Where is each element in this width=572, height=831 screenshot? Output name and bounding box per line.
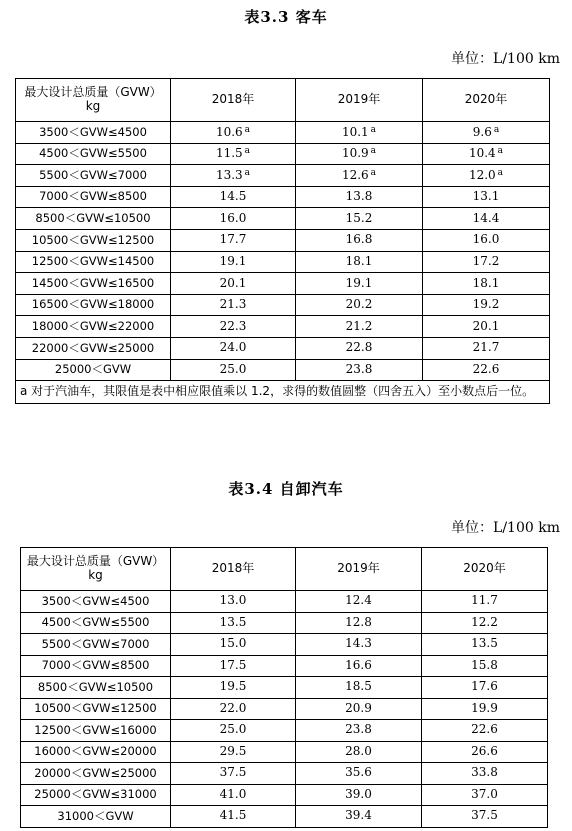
- limit-value: 12.0: [468, 168, 496, 183]
- footnote-marker: a: [370, 124, 377, 135]
- limit-value: 17.2: [472, 253, 500, 268]
- limit-value-cell: [171, 251, 296, 273]
- limit-value: 41.0: [219, 786, 247, 801]
- limit-value: 16.6: [345, 657, 372, 672]
- mass-header-line1: 最大设计总质量（GVW）: [26, 554, 165, 569]
- mass-range-cell: 5500＜GVW≤7000: [21, 634, 171, 656]
- limit-value: 22.0: [219, 700, 247, 715]
- limit-value-cell: [171, 208, 296, 230]
- limit-value-cell: [171, 741, 296, 763]
- limit-value-cell: [171, 143, 296, 165]
- limit-value-cell: [171, 316, 296, 338]
- limit-value: 22.6: [472, 361, 500, 376]
- table-row: [21, 634, 548, 656]
- table-3-3-body: [16, 122, 550, 381]
- limit-value: 16.0: [219, 210, 247, 225]
- table-row: [16, 122, 550, 144]
- limit-value-cell: [423, 165, 550, 187]
- limit-value: 25.0: [219, 722, 247, 737]
- limit-value-cell: [171, 720, 296, 742]
- limit-value: 13.1: [472, 189, 500, 204]
- limit-value-cell: [422, 806, 548, 828]
- footnote-marker: a: [493, 124, 500, 135]
- limit-value-cell: [296, 655, 422, 677]
- limit-value: 19.1: [219, 253, 247, 268]
- limit-value-cell: [296, 294, 423, 316]
- header-row: [16, 79, 550, 122]
- limit-value-cell: [296, 122, 423, 144]
- limit-value: 21.3: [219, 297, 247, 312]
- limit-value: 18.1: [472, 275, 500, 290]
- limit-value-cell: [423, 229, 550, 251]
- limit-value-cell: [422, 634, 548, 656]
- limit-value-cell: [423, 337, 550, 359]
- limit-value-cell: [171, 186, 296, 208]
- limit-value-cell: [296, 763, 422, 785]
- limit-value-cell: [423, 143, 550, 165]
- limit-value-cell: [171, 784, 296, 806]
- limit-value: 11.7: [471, 593, 498, 608]
- limit-value-cell: [296, 186, 423, 208]
- year-header: 2018年: [171, 548, 296, 591]
- footnote-marker: a: [497, 146, 504, 157]
- limit-value-cell: [171, 337, 296, 359]
- year-header: 2019年: [296, 79, 423, 122]
- mass-range-cell: 16500＜GVW≤18000: [16, 294, 171, 316]
- limit-value: 37.5: [219, 765, 247, 780]
- limit-value: 10.6: [215, 124, 243, 139]
- mass-header-line1: 最大设计总质量（GVW）: [24, 85, 162, 100]
- limit-value: 37.5: [471, 808, 498, 823]
- mass-range-cell: 18000＜GVW≤22000: [16, 316, 171, 338]
- table-row: [16, 229, 550, 251]
- mass-range-cell: 7000＜GVW≤8500: [16, 186, 171, 208]
- mass-range-cell: 3500＜GVW≤4500: [16, 122, 171, 144]
- limit-value-cell: [171, 591, 296, 613]
- footnote-marker: a: [370, 168, 377, 179]
- limit-value-cell: [422, 741, 548, 763]
- limit-value: 35.6: [345, 765, 372, 780]
- limit-value: 15.8: [471, 657, 498, 672]
- mass-range-cell: 10500＜GVW≤12500: [16, 229, 171, 251]
- table-row: [21, 720, 548, 742]
- limit-value: 10.4: [468, 146, 496, 161]
- mass-range-cell: 12500＜GVW≤16000: [21, 720, 171, 742]
- limit-value-cell: [296, 229, 423, 251]
- limit-value-cell: [423, 186, 550, 208]
- mass-range-cell: 25000＜GVW: [16, 359, 171, 381]
- limit-value: 25.0: [219, 361, 247, 376]
- mass-range-cell: 10500＜GVW≤12500: [21, 698, 171, 720]
- limit-value: 33.8: [471, 765, 498, 780]
- limit-value-cell: [422, 698, 548, 720]
- limit-value: 39.4: [345, 808, 372, 823]
- mass-range-cell: 4500＜GVW≤5500: [21, 612, 171, 634]
- table-row: [16, 186, 550, 208]
- limit-value: 12.4: [345, 593, 372, 608]
- limit-value-cell: [171, 655, 296, 677]
- mass-range-cell: 22000＜GVW≤25000: [16, 337, 171, 359]
- limit-value: 19.9: [471, 700, 498, 715]
- limit-value: 13.8: [345, 189, 373, 204]
- limit-value-cell: [296, 634, 422, 656]
- year-header: 2019年: [296, 548, 422, 591]
- table-row: [16, 337, 550, 359]
- limit-value-cell: [296, 784, 422, 806]
- limit-value: 22.6: [471, 722, 498, 737]
- limit-value: 14.4: [472, 210, 500, 225]
- limit-value: 18.1: [345, 253, 373, 268]
- limit-value: 18.5: [345, 679, 372, 694]
- table-row: [21, 784, 548, 806]
- limit-value-cell: [296, 677, 422, 699]
- limit-value-cell: [296, 591, 422, 613]
- limit-value-cell: [171, 229, 296, 251]
- limit-value-cell: [422, 784, 548, 806]
- limit-value-cell: [171, 806, 296, 828]
- limit-value: 12.2: [471, 614, 498, 629]
- table-row: [16, 143, 550, 165]
- table-row: [21, 655, 548, 677]
- limit-value-cell: [296, 251, 423, 273]
- limit-value: 20.2: [345, 297, 373, 312]
- limit-value: 21.2: [345, 318, 373, 333]
- limit-value: 17.6: [471, 679, 498, 694]
- limit-value-cell: [422, 655, 548, 677]
- limit-value-cell: [296, 720, 422, 742]
- limit-value-cell: [171, 122, 296, 144]
- limit-value-cell: [296, 143, 423, 165]
- limit-value: 17.7: [219, 232, 247, 247]
- limit-value: 13.5: [219, 614, 247, 629]
- limit-value-cell: [171, 612, 296, 634]
- table-row: [21, 741, 548, 763]
- limit-value: 23.8: [345, 361, 373, 376]
- limit-value-cell: [296, 806, 422, 828]
- mass-header-line2: kg: [88, 568, 103, 582]
- limit-value: 23.8: [345, 722, 372, 737]
- limit-value-cell: [423, 122, 550, 144]
- limit-value-cell: [422, 763, 548, 785]
- mass-range-cell: 4500＜GVW≤5500: [16, 143, 171, 165]
- table-row: [16, 316, 550, 338]
- limit-value-cell: [423, 273, 550, 295]
- limit-value: 14.5: [219, 189, 247, 204]
- year-header: 2020年: [423, 79, 550, 122]
- limit-value-cell: [171, 294, 296, 316]
- mass-range-cell: 12500＜GVW≤14500: [16, 251, 171, 273]
- footnote-a: a 对于汽油车，其限值是表中相应限值乘以 1.2，求得的数值圆整（四舍五入）至小数点后一位。: [16, 381, 550, 403]
- limit-value: 12.8: [345, 614, 372, 629]
- limit-value-cell: [296, 165, 423, 187]
- limit-value: 11.5: [215, 146, 243, 161]
- footnote-marker: a: [244, 124, 251, 135]
- table-row: [21, 677, 548, 699]
- limit-value: 13.5: [471, 636, 498, 651]
- table-3-3-caption: 表3.3 客车: [244, 8, 328, 26]
- limit-value-cell: [422, 591, 548, 613]
- limit-value-cell: [171, 677, 296, 699]
- table-row: [16, 273, 550, 295]
- table-row: [16, 251, 550, 273]
- limit-value: 16.0: [472, 232, 500, 247]
- limit-value-cell: [171, 763, 296, 785]
- mass-header: [21, 548, 171, 591]
- limit-value-cell: [423, 251, 550, 273]
- limit-value-cell: [296, 612, 422, 634]
- header-row: [21, 548, 548, 591]
- limit-value-cell: [296, 208, 423, 230]
- limit-value: 29.5: [219, 743, 247, 758]
- limit-value: 39.0: [345, 786, 372, 801]
- table-row: [21, 591, 548, 613]
- limit-value-cell: [171, 634, 296, 656]
- table-3-3: [15, 78, 550, 404]
- footnote-marker: a: [370, 146, 377, 157]
- limit-value: 19.5: [219, 679, 247, 694]
- limit-value: 22.3: [219, 318, 247, 333]
- table-3-4-body: [21, 591, 548, 828]
- table-row: [21, 612, 548, 634]
- limit-value-cell: [296, 337, 423, 359]
- mass-header: [16, 79, 171, 122]
- limit-value-cell: [171, 273, 296, 295]
- limit-value: 15.2: [345, 210, 373, 225]
- table-row: [21, 806, 548, 828]
- limit-value-cell: [296, 741, 422, 763]
- limit-value-cell: [171, 359, 296, 381]
- limit-value: 20.1: [219, 275, 247, 290]
- limit-value: 16.8: [345, 232, 373, 247]
- table-row: [21, 698, 548, 720]
- year-header: 2020年: [422, 548, 548, 591]
- footnote-marker: a: [244, 146, 251, 157]
- footnote-marker: a: [497, 168, 504, 179]
- limit-value: 24.0: [219, 340, 247, 355]
- table-row: [16, 294, 550, 316]
- limit-value-cell: [423, 208, 550, 230]
- mass-range-cell: 31000＜GVW: [21, 806, 171, 828]
- mass-range-cell: 5500＜GVW≤7000: [16, 165, 171, 187]
- limit-value-cell: [423, 359, 550, 381]
- limit-value: 15.0: [219, 636, 247, 651]
- limit-value: 22.8: [345, 340, 373, 355]
- mass-range-cell: 3500＜GVW≤4500: [21, 591, 171, 613]
- limit-value: 37.0: [471, 786, 498, 801]
- note-row: [16, 381, 550, 403]
- limit-value: 13.3: [215, 168, 243, 183]
- table-3-4-caption: 表3.4 自卸汽车: [228, 480, 344, 498]
- mass-range-cell: 14500＜GVW≤16500: [16, 273, 171, 295]
- limit-value-cell: [422, 612, 548, 634]
- limit-value: 20.1: [472, 318, 500, 333]
- table-row: [16, 208, 550, 230]
- footnote-marker: a: [244, 168, 251, 179]
- mass-range-cell: 8500＜GVW≤10500: [16, 208, 171, 230]
- limit-value: 10.9: [341, 146, 369, 161]
- unit-label-2: 单位：L/100 km: [451, 520, 560, 536]
- limit-value-cell: [296, 698, 422, 720]
- limit-value-cell: [423, 294, 550, 316]
- limit-value: 12.6: [341, 168, 369, 183]
- limit-value-cell: [171, 698, 296, 720]
- table-row: [16, 165, 550, 187]
- limit-value: 20.9: [345, 700, 372, 715]
- mass-header-line2: kg: [85, 99, 101, 113]
- limit-value-cell: [296, 273, 423, 295]
- limit-value: 9.6: [472, 124, 492, 139]
- limit-value-cell: [296, 359, 423, 381]
- limit-value: 13.0: [219, 593, 247, 608]
- limit-value: 21.7: [472, 340, 500, 355]
- table-row: [16, 359, 550, 381]
- limit-value: 19.1: [345, 275, 373, 290]
- limit-value-cell: [422, 677, 548, 699]
- limit-value: 14.3: [345, 636, 372, 651]
- limit-value: 19.2: [472, 297, 500, 312]
- mass-range-cell: 20000＜GVW≤25000: [21, 763, 171, 785]
- year-header: 2018年: [171, 79, 296, 122]
- mass-range-cell: 16000＜GVW≤20000: [21, 741, 171, 763]
- unit-label-1: 单位：L/100 km: [451, 51, 560, 67]
- limit-value-cell: [423, 316, 550, 338]
- limit-value-cell: [422, 720, 548, 742]
- table-row: [21, 763, 548, 785]
- limit-value: 26.6: [471, 743, 498, 758]
- table-3-4: [20, 547, 548, 828]
- limit-value: 17.5: [219, 657, 247, 672]
- mass-range-cell: 8500＜GVW≤10500: [21, 677, 171, 699]
- mass-range-cell: 7000＜GVW≤8500: [21, 655, 171, 677]
- mass-range-cell: 25000＜GVW≤31000: [21, 784, 171, 806]
- limit-value: 10.1: [341, 124, 369, 139]
- limit-value-cell: [296, 316, 423, 338]
- limit-value-cell: [171, 165, 296, 187]
- limit-value: 41.5: [219, 808, 247, 823]
- limit-value: 28.0: [345, 743, 372, 758]
